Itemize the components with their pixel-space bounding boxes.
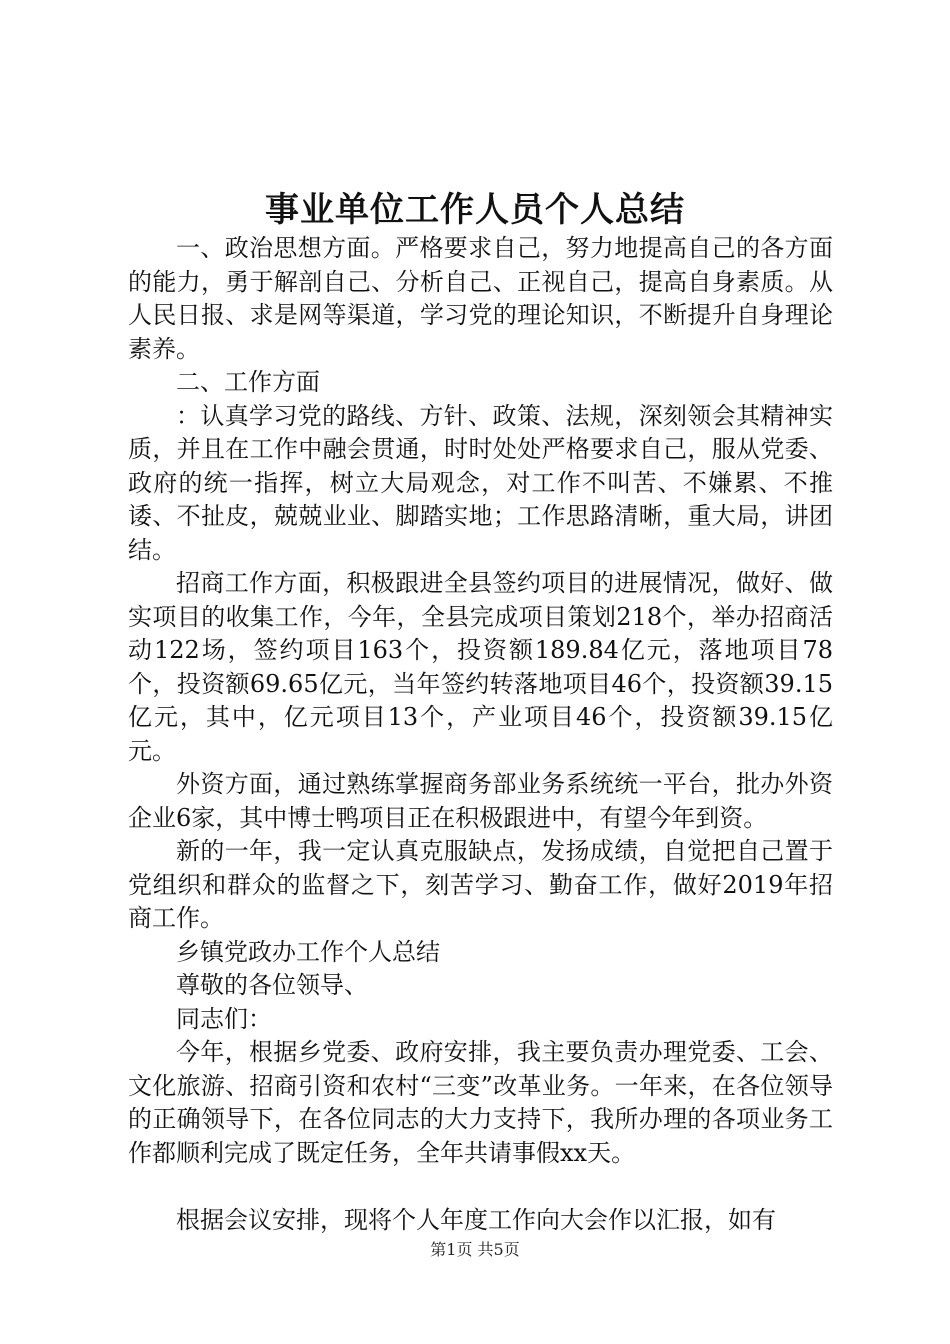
paragraph-blank [128, 1170, 833, 1204]
document-body [128, 232, 833, 1237]
paragraph-salutation-1: 尊敬的各位领导、 [176, 971, 368, 999]
paragraph-work-detail: ：认真学习党的路线、方针、政策、法规，深刻领会其精神实质，并且在工作中融会贯通，时时处处严格要求自己，服从党委、政府的统一指挥，树立大局观念，对工作不叫苦、不嫌累、不推诿、不扯皮，兢兢业业、脚踏实地；工作思路清晰，重大局，讲团结。 [128, 401, 833, 564]
paragraph-investment: 招商工作方面，积极跟进全县签约项目的进展情况，做好、做实项目的收集工作，今年，全县完成项目策划218个，举办招商活动122场，签约项目163个，投资额189.84亿元，落地项目78个，投资额69.65亿元，当年签约转落地项目46个，投资额39.15亿元，其中，亿元项目13个，产业项目46个，投资额39.15亿元。 [128, 569, 833, 765]
paragraph-report-intro: 根据会议安排，现将个人年度工作向大会作以汇报，如有 [176, 1205, 776, 1234]
paragraph-salutation-2: 同志们： [176, 1004, 272, 1033]
paragraph-year-summary: 今年，根据乡党委、政府安排，我主要负责办理党委、工会、文化旅游、招商引资和农村“三变”改革业务。一年来，在各位领导的正确领导下，在各位同志的大力支持下，我所办理的各项业务工作都顺利完成了既定任务，全年共请事假xx天。 [128, 1038, 833, 1167]
paragraph-foreign-capital: 外资方面，通过熟练掌握商务部业务系统统一平台，批办外资企业6家，其中博士鸭项目正在积极跟进中，有望今年到资。 [128, 770, 833, 832]
paragraph-subtitle: 乡镇党政办工作个人总结 [176, 937, 440, 966]
document-title: 事业单位工作人员个人总结 [265, 190, 685, 230]
paragraph-new-year: 新的一年，我一定认真克服缺点，发扬成绩，自觉把自己置于党组织和群众的监督之下，刻苦学习、勤奋工作，做好2019年招商工作。 [128, 837, 833, 932]
page-number-footer: 第1页 共5页 [430, 1240, 520, 1259]
paragraph-work-heading: 二、工作方面 [176, 368, 320, 396]
paragraph-political: 一、政治思想方面。严格要求自己，努力地提高自己的各方面的能力，勇于解剖自己、分析自己、正视自己，提高自身素质。从人民日报、求是网等渠道，学习党的理论知识，不断提升自身理论素养。 [128, 234, 833, 363]
